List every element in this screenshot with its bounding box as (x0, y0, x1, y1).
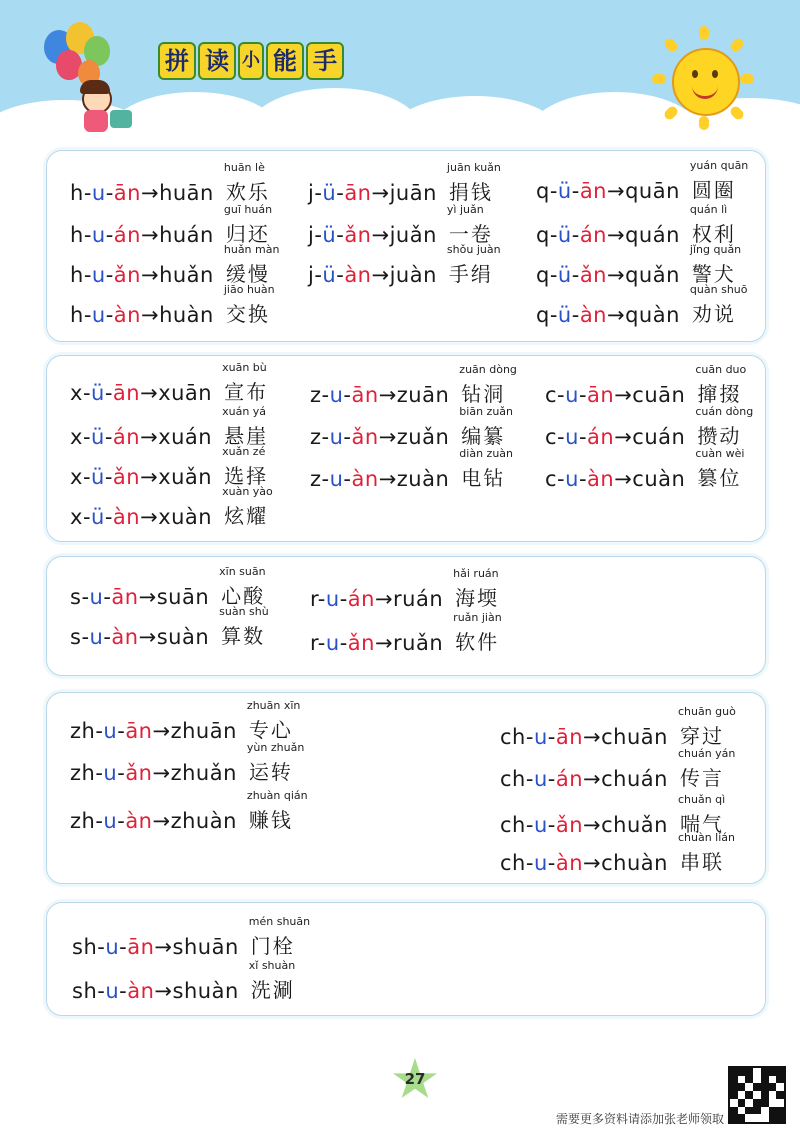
qr-code (728, 1066, 786, 1124)
word-pinyin: zhuàn qián (246, 789, 308, 802)
example-word (223, 283, 275, 327)
syllable-spelling: j-ü-ān→juān (308, 181, 437, 205)
syllable-spelling: ch-u-ān→chuān (500, 725, 668, 749)
word-pinyin: chuàn lián (677, 831, 735, 844)
title-char: 能 (266, 42, 304, 80)
word-hanzi: 洗涮 (250, 978, 295, 1002)
spelling-row (545, 363, 747, 407)
spelling-row (310, 363, 517, 407)
word-hanzi: 海堧 (455, 586, 500, 610)
syllable-spelling: q-ü-ǎn→quǎn (536, 263, 680, 287)
word-hanzi: 一卷 (448, 222, 493, 246)
title-char: 拼 (158, 42, 196, 80)
spelling-row (70, 699, 301, 743)
example-word (246, 741, 305, 785)
word-pinyin: juān kuǎn (446, 161, 501, 174)
spelling-row (536, 283, 748, 327)
word-hanzi: 圆圈 (691, 178, 736, 202)
spelling-row (500, 747, 736, 791)
word-pinyin: chuān guò (677, 705, 736, 718)
syllable-spelling: ch-u-ǎn→chuǎn (500, 813, 668, 837)
word-pinyin: chuán yán (677, 747, 736, 760)
word-pinyin: shǒu juàn (446, 243, 501, 256)
example-word (459, 405, 514, 449)
spelling-row (536, 159, 749, 203)
syllable-spelling: j-ü-ǎn→juǎn (308, 223, 437, 247)
word-pinyin: xuán yá (222, 405, 267, 418)
syllable-spelling: s-u-ān→suān (70, 585, 210, 609)
syllable-spelling: c-u-án→cuán (545, 425, 686, 449)
spelling-row (310, 405, 514, 449)
title-char: 读 (198, 42, 236, 80)
example-word (689, 159, 749, 203)
footer-note: 需要更多资料请添加张老师领取 (556, 1112, 725, 1126)
word-pinyin: diàn zuàn (459, 447, 514, 460)
syllable-spelling: sh-u-àn→shuàn (72, 979, 239, 1003)
example-word (219, 605, 269, 649)
spelling-row (500, 831, 735, 875)
word-pinyin: huān lè (223, 161, 265, 174)
page-title (158, 42, 344, 80)
word-hanzi: 劝说 (691, 302, 736, 326)
word-pinyin: cuān duo (695, 363, 747, 376)
syllable-spelling: z-u-ǎn→zuǎn (310, 425, 450, 449)
syllable-spelling: q-ü-àn→quàn (536, 303, 680, 327)
spelling-row (70, 741, 305, 785)
spelling-row (70, 161, 270, 205)
word-pinyin: xīn suān (219, 565, 266, 578)
word-hanzi: 撺掇 (697, 382, 742, 406)
syllable-spelling: j-ü-àn→juàn (308, 263, 437, 287)
word-pinyin: mén shuān (248, 915, 311, 928)
syllable-spelling: h-u-àn→huàn (70, 303, 214, 327)
syllable-spelling: zh-u-ān→zhuān (70, 719, 237, 743)
word-pinyin: jiāo huàn (223, 283, 275, 296)
spelling-row (545, 405, 754, 449)
spelling-row (308, 161, 501, 205)
word-pinyin: xuàn yào (222, 485, 273, 498)
example-word (248, 915, 311, 959)
example-word (453, 567, 500, 611)
syllable-spelling: q-ü-án→quán (536, 223, 680, 247)
example-word (695, 447, 745, 491)
word-pinyin: zuān dòng (459, 363, 517, 376)
word-hanzi: 捐钱 (448, 180, 493, 204)
example-word (246, 699, 301, 743)
syllable-spelling: c-u-àn→cuàn (545, 467, 686, 491)
word-hanzi: 串联 (679, 850, 724, 874)
word-hanzi: 警犬 (691, 262, 736, 286)
syllable-spelling: z-u-ān→zuān (310, 383, 450, 407)
spelling-row (310, 567, 500, 611)
syllable-spelling: ch-u-án→chuán (500, 767, 668, 791)
spelling-row (310, 611, 502, 655)
page-number: 27 (404, 1070, 426, 1088)
syllable-spelling: s-u-àn→suàn (70, 625, 210, 649)
word-hanzi: 权利 (691, 222, 736, 246)
example-word (446, 243, 501, 287)
example-word (695, 363, 747, 407)
word-pinyin: yuán quān (689, 159, 749, 172)
example-word (222, 485, 273, 529)
word-pinyin: hǎi ruán (453, 567, 499, 580)
example-word (677, 747, 736, 791)
word-pinyin: huǎn màn (223, 243, 280, 256)
spelling-row (72, 959, 296, 1003)
word-pinyin: yì juǎn (446, 203, 484, 216)
word-pinyin: yùn zhuǎn (246, 741, 305, 754)
syllable-spelling: r-u-ǎn→ruǎn (310, 631, 444, 655)
word-hanzi: 心酸 (221, 584, 266, 608)
word-pinyin: chuǎn qì (677, 793, 726, 806)
syllable-spelling: x-ü-ān→xuān (70, 381, 213, 405)
example-word (459, 363, 517, 407)
spelling-row (72, 915, 311, 959)
spelling-row (70, 283, 275, 327)
word-hanzi: 缓慢 (225, 262, 270, 286)
word-hanzi: 算数 (221, 624, 266, 648)
spelling-row (545, 447, 745, 491)
word-pinyin: cuàn wèi (695, 447, 745, 460)
word-hanzi: 门栓 (250, 934, 295, 958)
word-hanzi: 喘气 (679, 812, 724, 836)
word-hanzi: 传言 (679, 766, 724, 790)
word-hanzi: 宣布 (224, 380, 269, 404)
word-hanzi: 归还 (225, 222, 270, 246)
example-word (446, 161, 501, 205)
example-word (677, 705, 736, 749)
word-hanzi: 悬崖 (224, 424, 269, 448)
title-char: 手 (306, 42, 344, 80)
example-word (689, 283, 748, 327)
example-word (248, 959, 296, 1003)
word-hanzi: 电钻 (461, 466, 506, 490)
word-hanzi: 穿过 (679, 724, 724, 748)
syllable-spelling: h-u-án→huán (70, 223, 214, 247)
word-hanzi: 攒动 (697, 424, 742, 448)
word-hanzi: 欢乐 (225, 180, 270, 204)
syllable-spelling: sh-u-ān→shuān (72, 935, 239, 959)
word-pinyin: zhuān xīn (246, 699, 301, 712)
spelling-row (70, 605, 269, 649)
example-word (459, 447, 514, 491)
word-pinyin: xuān bù (222, 361, 267, 374)
example-word (677, 831, 735, 875)
syllable-spelling: q-ü-ān→quān (536, 179, 680, 203)
syllable-spelling: h-u-ān→huān (70, 181, 214, 205)
syllable-spelling: h-u-ǎn→huǎn (70, 263, 214, 287)
example-word (223, 161, 270, 205)
word-hanzi: 手绢 (448, 262, 493, 286)
word-pinyin: biān zuǎn (459, 405, 514, 418)
syllable-spelling: z-u-àn→zuàn (310, 467, 450, 491)
title-char: 小 (238, 42, 264, 80)
syllable-spelling: ch-u-àn→chuàn (500, 851, 668, 875)
spelling-row (70, 789, 308, 833)
word-pinyin: quán lì (689, 203, 728, 216)
word-hanzi: 赚钱 (248, 808, 293, 832)
syllable-spelling: zh-u-àn→zhuàn (70, 809, 237, 833)
section-panel-3 (46, 556, 766, 676)
spelling-row (500, 705, 736, 749)
word-hanzi: 专心 (248, 718, 293, 742)
page-number-badge (392, 1058, 438, 1102)
word-pinyin: suàn shù (219, 605, 269, 618)
word-pinyin: xuǎn zé (222, 445, 266, 458)
syllable-spelling: r-u-án→ruán (310, 587, 444, 611)
example-word (453, 611, 502, 655)
word-hanzi: 运转 (248, 760, 293, 784)
example-word (246, 789, 308, 833)
word-hanzi: 交换 (225, 302, 270, 326)
word-hanzi: 软件 (455, 630, 500, 654)
syllable-spelling: x-ü-án→xuán (70, 425, 213, 449)
spelling-row (310, 447, 514, 491)
word-hanzi: 选择 (224, 464, 269, 488)
word-hanzi: 炫耀 (224, 504, 269, 528)
syllable-spelling: zh-u-ǎn→zhuǎn (70, 761, 237, 785)
example-word (222, 361, 269, 405)
word-hanzi: 钻洞 (461, 382, 506, 406)
syllable-spelling: c-u-ān→cuān (545, 383, 686, 407)
syllable-spelling: x-ü-àn→xuàn (70, 505, 213, 529)
word-pinyin: guī huán (223, 203, 273, 216)
spelling-row (70, 361, 269, 405)
syllable-spelling: x-ü-ǎn→xuǎn (70, 465, 213, 489)
word-pinyin: quàn shuō (689, 283, 748, 296)
spelling-row (308, 243, 501, 287)
word-pinyin: xǐ shuàn (248, 959, 296, 972)
word-pinyin: ruǎn jiàn (453, 611, 502, 624)
word-pinyin: cuán dòng (695, 405, 754, 418)
word-hanzi: 编纂 (461, 424, 506, 448)
word-hanzi: 篡位 (697, 466, 742, 490)
example-word (695, 405, 754, 449)
spelling-row (70, 485, 273, 529)
word-pinyin: jǐng quǎn (689, 243, 742, 256)
